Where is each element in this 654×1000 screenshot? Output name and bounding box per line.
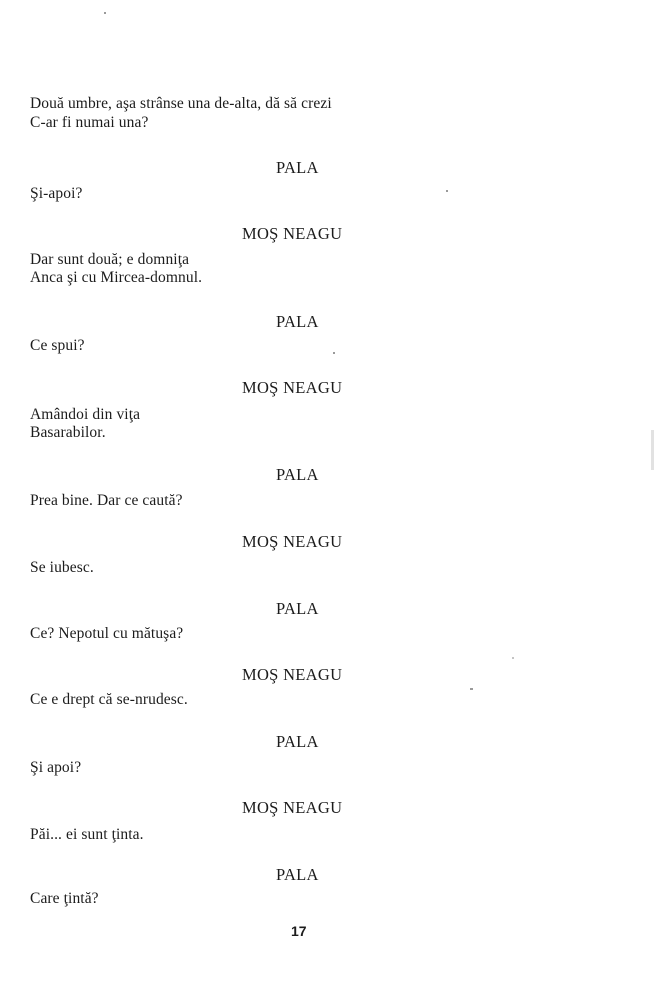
speaker-name: MOŞ NEAGU bbox=[242, 224, 343, 243]
dialogue-line: C-ar fi numai una? bbox=[30, 114, 149, 131]
speaker-name: MOŞ NEAGU bbox=[242, 665, 343, 684]
speaker-name: MOŞ NEAGU bbox=[242, 798, 343, 817]
dialogue-line: Care ţintă? bbox=[30, 890, 99, 907]
dialogue-line: Dar sunt două; e domniţa bbox=[30, 251, 190, 268]
dialogue-line: Anca şi cu Mircea-domnul. bbox=[30, 269, 203, 286]
speaker-name: MOŞ NEAGU bbox=[242, 378, 343, 397]
dialogue-line: Prea bine. Dar ce caută? bbox=[30, 492, 183, 509]
speaker-name: PALA bbox=[276, 732, 319, 751]
speaker-name: MOŞ NEAGU bbox=[242, 532, 343, 551]
scan-speck bbox=[446, 190, 448, 192]
speaker-name: PALA bbox=[276, 465, 319, 484]
dialogue-line: Două umbre, aşa strânse una de-alta, dă să crezi bbox=[30, 95, 332, 112]
dialogue-line: Se iubesc. bbox=[30, 559, 94, 576]
scan-speck bbox=[333, 352, 335, 354]
dialogue-line: Şi-apoi? bbox=[30, 185, 83, 202]
dialogue-line: Amândoi din viţa bbox=[30, 406, 141, 423]
scan-speck bbox=[104, 12, 106, 14]
dialogue-line: Ce e drept că se-nrudesc. bbox=[30, 691, 188, 708]
dialogue-line: Basarabilor. bbox=[30, 424, 106, 441]
dialogue-line: Şi apoi? bbox=[30, 759, 82, 776]
speaker-name: PALA bbox=[276, 312, 319, 331]
page-number: 17 bbox=[291, 923, 307, 939]
scan-speck bbox=[512, 657, 514, 659]
dialogue-line: Ce spui? bbox=[30, 337, 85, 354]
dialogue-line: Păi... ei sunt ţinta. bbox=[30, 826, 144, 843]
dialogue-line: Ce? Nepotul cu mătuşa? bbox=[30, 625, 184, 642]
speaker-name: PALA bbox=[276, 599, 319, 618]
speaker-name: PALA bbox=[276, 158, 319, 177]
speaker-name: PALA bbox=[276, 865, 319, 884]
scan-speck bbox=[470, 688, 473, 690]
